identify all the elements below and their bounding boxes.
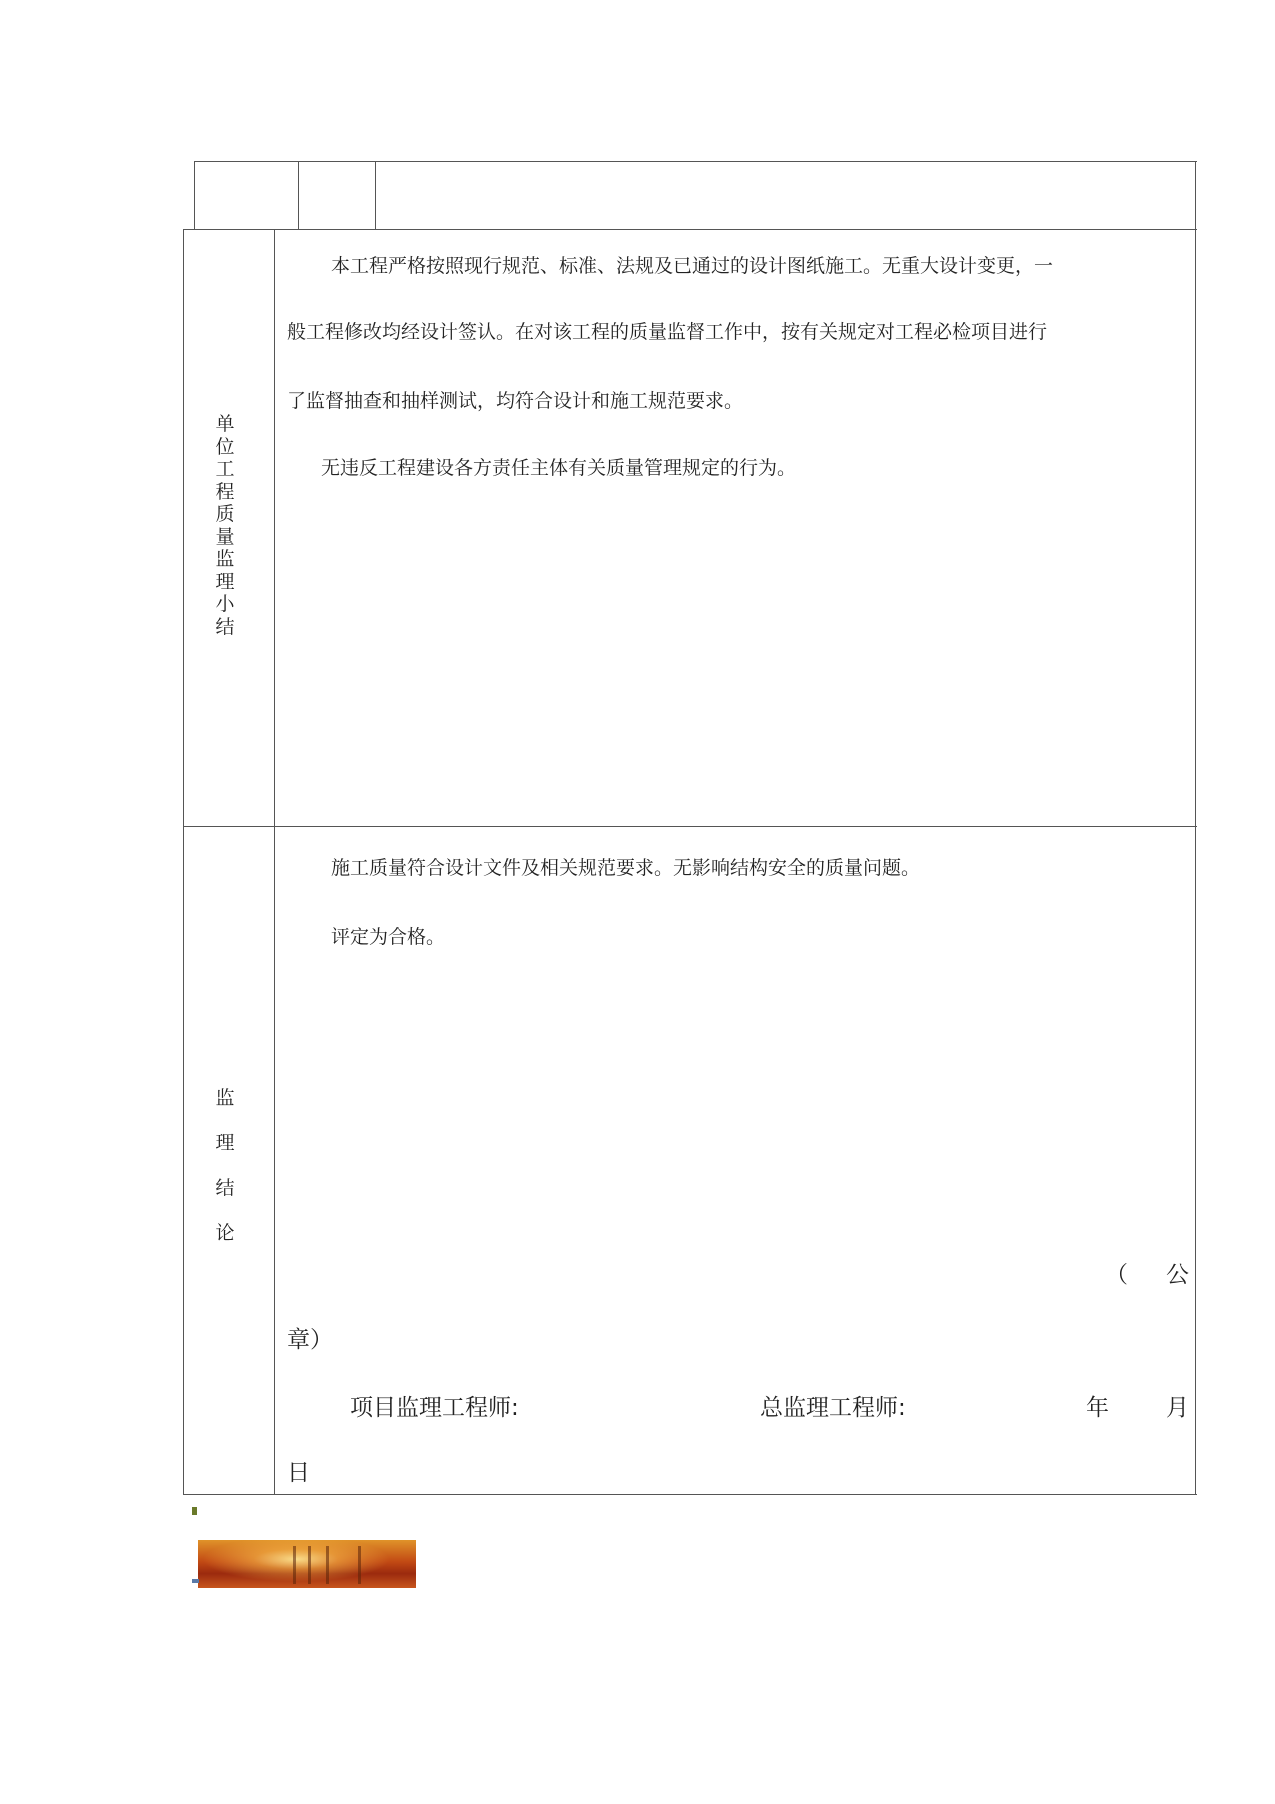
label-column-divider [274,229,275,1495]
summary-row-label [205,413,245,638]
table-bottom-border [183,1494,1197,1495]
header-divider-2 [375,161,376,230]
summary-label-char: 位 [215,435,235,458]
header-left-border [194,161,195,230]
summary-label-char: 结 [215,615,235,638]
autumn-forest-image [198,1540,416,1588]
summary-label-char: 质 [215,503,235,525]
summary-paragraph-line: 了监督抽查和抽样测试，均符合设计和施工规范要求。 [287,390,744,412]
date-year: 年 [1086,1395,1109,1421]
seal-zhang: 章） [287,1327,333,1353]
header-divider-1 [298,161,299,230]
summary-paragraph-line: 般工程修改均经设计签认。在对该工程的质量监督工作中，按有关规定对工程必检项目进行 [287,321,1048,343]
date-month: 月 [1166,1395,1189,1421]
conclusion-label-char: 结 [215,1177,235,1199]
summary-label-char: 程 [215,480,235,503]
summary-label-char: 工 [215,458,235,480]
summary-paragraph-line: 本工程严格按照现行规范、标准、法规及已通过的设计图纸施工。无重大设计变更，一 [331,255,1054,277]
summary-top-border [183,229,1197,230]
image-corner-marker [192,1579,199,1583]
conclusion-row-label [205,1076,245,1256]
conclusion-line: 施工质量符合设计文件及相关规范要求。无影响结构安全的质量问题。 [331,857,921,879]
conclusion-verdict: 评定为合格。 [331,926,446,948]
seal-open-paren: （ [1105,1262,1128,1288]
summary-label-char: 单 [215,413,235,435]
chief-engineer-label: 总监理工程师: [760,1395,906,1421]
summary-label-char: 小 [215,593,235,615]
image-marker [192,1507,197,1515]
row-divider [183,826,1197,827]
seal-gong: 公 [1166,1262,1189,1288]
table-top-border [194,161,1197,162]
conclusion-label-char: 论 [215,1222,235,1244]
date-day: 日 [287,1460,310,1486]
project-engineer-label: 项目监理工程师: [350,1395,519,1421]
summary-label-char: 量 [215,525,235,548]
conclusion-label-char: 监 [215,1087,235,1109]
body-left-border [183,229,184,1495]
conclusion-label-char: 理 [215,1132,235,1154]
summary-label-char: 监 [215,548,235,570]
table-right-border [1195,161,1196,1495]
summary-label-char: 理 [215,570,235,593]
summary-paragraph-2: 无违反工程建设各方责任主体有关质量管理规定的行为。 [321,457,797,479]
